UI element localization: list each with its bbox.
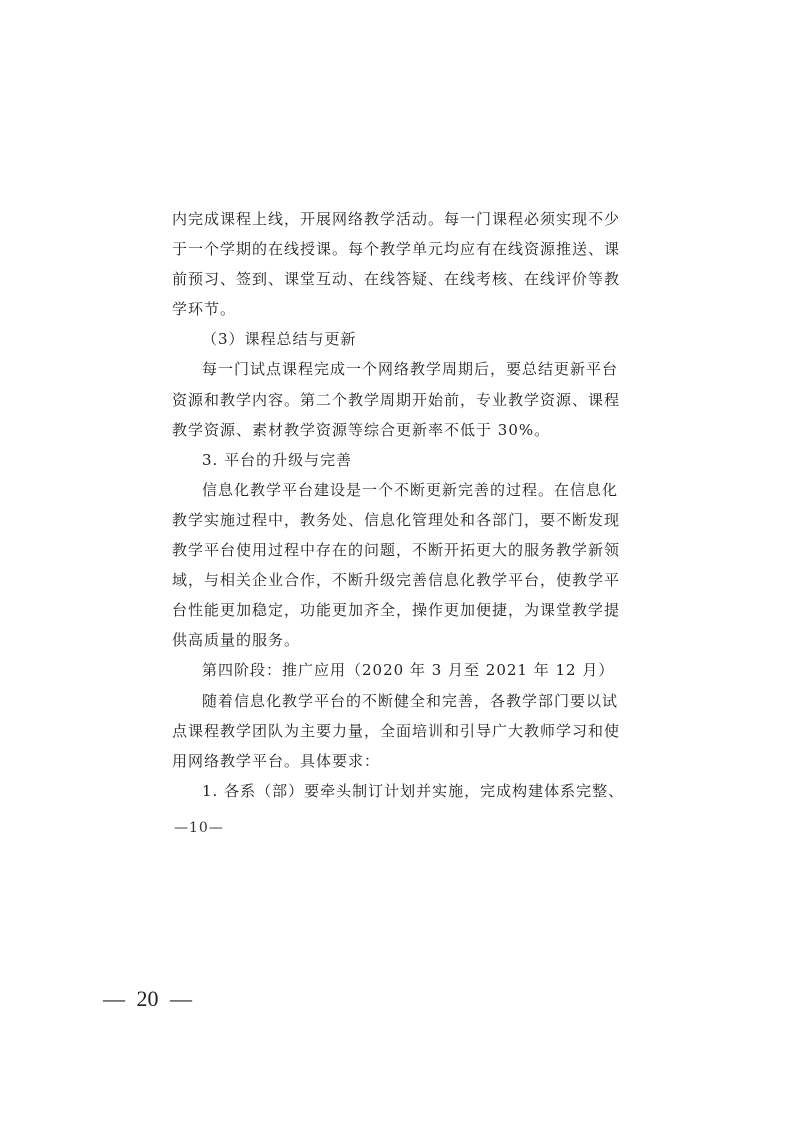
- section-heading: （3）课程总结与更新: [202, 330, 357, 349]
- outer-page-number: — 20 —: [103, 986, 192, 1011]
- text-line: 于一个学期的在线授课。每个教学单元均应有在线资源推送、课: [172, 240, 621, 259]
- text-line: 供高质量的服务。: [172, 631, 301, 650]
- text-line: 用网络教学平台。具体要求：: [172, 751, 381, 770]
- text-line: 域，与相关企业合作，不断升级完善信息化教学平台，使教学平: [172, 571, 621, 590]
- text-line: 教学资源、素材教学资源等综合更新率不低于 30%。: [172, 420, 551, 439]
- text-line: 资源和教学内容。第二个教学周期开始前，专业教学资源、课程: [172, 390, 621, 409]
- text-line: 台性能更加稳定，功能更加齐全，操作更加便捷，为课堂教学提: [172, 601, 621, 620]
- inner-page-number: —10—: [174, 820, 224, 836]
- text-line: 信息化教学平台建设是一个不断更新完善的过程。在信息化: [202, 480, 619, 499]
- text-line: 随着信息化教学平台的不断健全和完善，各教学部门要以试: [202, 691, 619, 710]
- text-line: 教学实施过程中，教务处、信息化管理处和各部门，要不断发现: [172, 510, 621, 529]
- text-line: 每一门试点课程完成一个网络教学周期后，要总结更新平台: [202, 360, 619, 379]
- text-line: 内完成课程上线，开展网络教学活动。每一门课程必须实现不少: [172, 210, 621, 228]
- body-text: [172, 204, 625, 806]
- text-line: 学环节。: [172, 300, 237, 319]
- section-heading: 3. 平台的升级与完善: [202, 450, 353, 469]
- text-line: 1. 各系（部）要牵头制订计划并实施，完成构建体系完整、: [202, 781, 625, 800]
- text-line: 点课程教学团队为主要力量，全面培训和引导广大教师学习和使: [172, 721, 621, 740]
- text-line: 前预习、签到、课堂互动、在线答疑、在线考核、在线评价等教: [172, 270, 621, 289]
- text-line: 教学平台使用过程中存在的问题，不断开拓更大的服务教学新领: [172, 541, 621, 560]
- section-heading: 第四阶段：推广应用（2020 年 3 月至 2021 年 12 月）: [202, 661, 615, 680]
